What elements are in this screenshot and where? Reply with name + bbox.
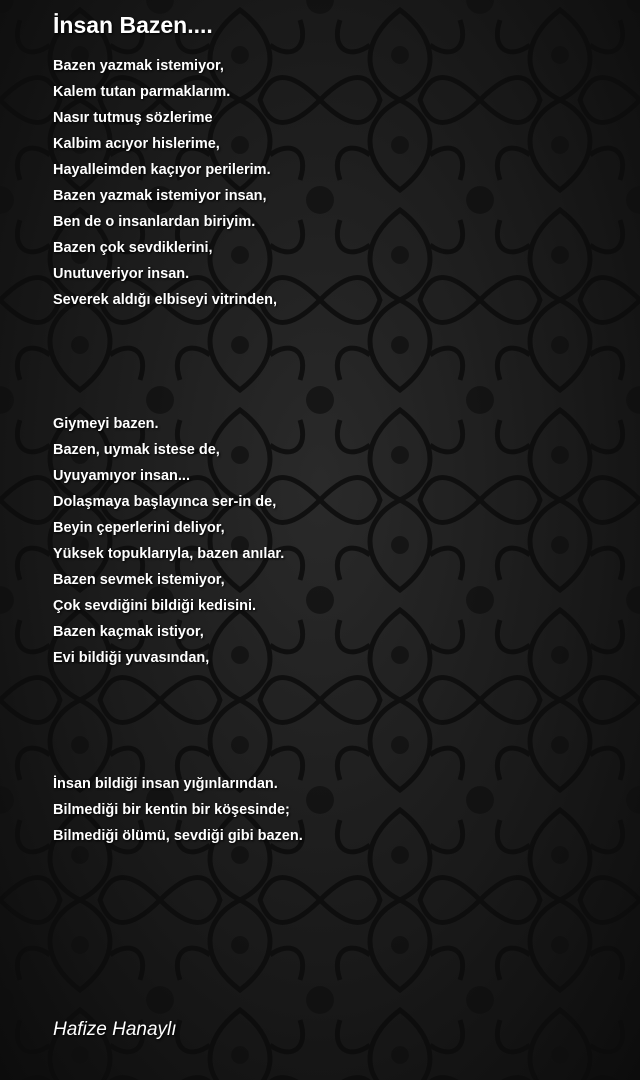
poem-line: Bazen kaçmak istiyor, xyxy=(53,624,204,640)
poem-line: Çok sevdiğini bildiği kedisini. xyxy=(53,598,257,614)
poem-line: Bazen sevmek istemiyor, xyxy=(53,572,225,588)
stanza-1 xyxy=(53,53,277,313)
poem-line: Evi bildiği yuvasından, xyxy=(53,650,210,666)
poem-title: İnsan Bazen.... xyxy=(53,12,213,38)
poem-line: Unutuveriyor insan. xyxy=(53,266,190,282)
poem-line: Uyuyamıyor insan... xyxy=(53,468,190,484)
poem-line: İnsan bildiği insan yığınlarından. xyxy=(53,776,278,792)
poem-line: Bilmediği bir kentin bir köşesinde; xyxy=(53,802,290,818)
poem-line: Hayalleimden kaçıyor perilerim. xyxy=(53,162,271,178)
poem-line: Yüksek topuklarıyla, bazen anılar. xyxy=(53,546,285,562)
poem-line: Bazen yazmak istemiyor, xyxy=(53,58,224,74)
poem-line: Bazen yazmak istemiyor insan, xyxy=(53,188,267,204)
poem-line: Kalem tutan parmaklarım. xyxy=(53,84,231,100)
poem-line: Bilmediği ölümü, sevdiği gibi bazen. xyxy=(53,828,303,844)
stanza-2 xyxy=(53,411,284,671)
poem-line: Beyin çeperlerini deliyor, xyxy=(53,520,225,536)
poem-line: Dolaşmaya başlayınca ser-in de, xyxy=(53,494,277,510)
poem-line: Bazen, uymak istese de, xyxy=(53,442,220,458)
poem-line: Bazen çok sevdiklerini, xyxy=(53,240,213,256)
poem-author: Hafize Hanaylı xyxy=(53,1019,177,1040)
poem-line: Nasır tutmuş sözlerime xyxy=(53,110,213,126)
poem-line: Giymeyi bazen. xyxy=(53,416,159,432)
stanza-3 xyxy=(53,771,303,849)
poem-line: Kalbim acıyor hislerime, xyxy=(53,136,220,152)
poem-line: Severek aldığı elbiseyi vitrinden, xyxy=(53,292,278,308)
poem-line: Ben de o insanlardan biriyim. xyxy=(53,214,256,230)
